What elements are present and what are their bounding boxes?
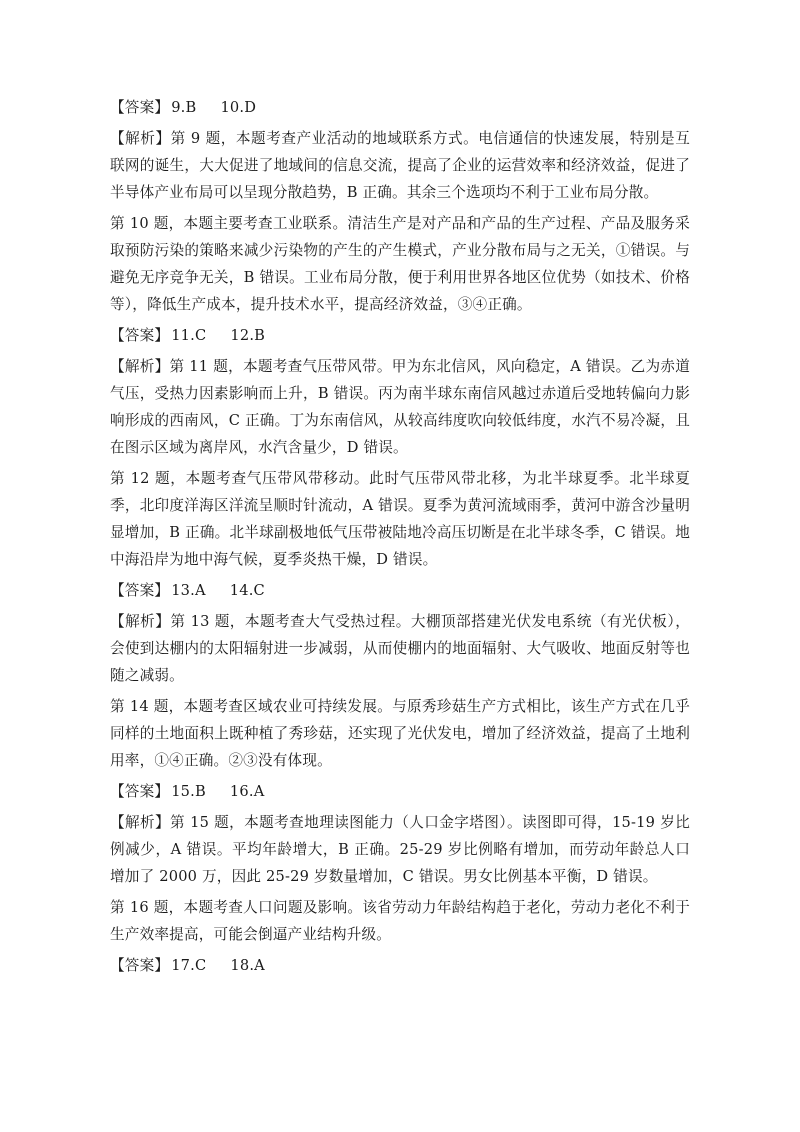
analysis-11: 【解析】第 11 题，本题考查气压带风带。甲为东北信风，风向稳定，A 错误。乙为赤道气压，受热力因素影响而上升，B 错误。丙为南半球东南信风越过赤道后受地转偏向力影响形成的西南风，C 正确。丁为东南信风，从较高纬度吹向较低纬度，水汽不易冷凝，且在图示区域为离岸风，水汽含量少，D 错误。 [110, 358, 690, 456]
answer-12: 12.B [230, 327, 266, 344]
answer-16: 16.A [229, 783, 265, 800]
answer-11: 11.C [171, 327, 207, 344]
answer-9: 9.B [171, 99, 197, 116]
answer-10: 10.D [220, 99, 257, 116]
answer-label: 【答案】 [110, 957, 170, 974]
answer-label: 【答案】 [110, 99, 170, 116]
answer-key-content [110, 94, 690, 979]
analysis-14: 第 14 题，本题考查区域农业可持续发展。与原秀珍菇生产方式相比，该生产方式在几乎同样的土地面积上既种植了秀珍菇，还实现了光伏发电，增加了经济效益，提高了土地利用率，①④正确。②③没有体现。 [110, 698, 690, 769]
analysis-10: 第 10 题，本题主要考查工业联系。清洁生产是对产品和产品的生产过程、产品及服务采取预防污染的策略来减少污染物的产生的产生模式，产业分散布局与之无关，①错误。与避免无序竞争无关，B 错误。工业布局分散，便于利用世界各地区位优势（如技术、价格等），降低生产成本，提升技术水平，提高经济效益，③④正确。 [110, 215, 690, 313]
answer-17: 17.C [171, 957, 207, 974]
answer-14: 14.C [229, 582, 265, 599]
analysis-9: 【解析】第 9 题，本题考查产业活动的地域联系方式。电信通信的快速发展，特别是互联网的诞生，大大促进了地域间的信息交流，提高了企业的运营效率和经济效益，促进了半导体产业布局可以呈现分散趋势，B 正确。其余三个选项均不利于工业布局分散。 [110, 130, 690, 201]
answer-18: 18.A [230, 957, 265, 974]
answer-line-17-18 [110, 952, 690, 979]
answer-line-13-14 [110, 577, 690, 604]
analysis-15: 【解析】第 15 题，本题考查地理读图能力（人口金字塔图）。读图即可得，15-19 岁比例减少，A 错误。平均年龄增大，B 正确。25-29 岁比例略有增加，而劳动年龄总人口增加了 2000 万，因此 25-29 岁数量增加，C 错误。男女比例基本平衡，D 错误。 [110, 814, 690, 885]
answer-label: 【答案】 [110, 582, 170, 599]
answer-label: 【答案】 [110, 783, 170, 800]
answer-line-15-16 [110, 778, 690, 805]
answer-13: 13.A [171, 582, 206, 599]
analysis-13: 【解析】第 13 题，本题考查大气受热过程。大棚顶部搭建光伏发电系统（有光伏板），会使到达棚内的太阳辐射进一步减弱，从而使棚内的地面辐射、大气吸收、地面反射等也随之减弱。 [110, 613, 690, 684]
analysis-16: 第 16 题，本题考查人口问题及影响。该省劳动力年龄结构趋于老化，劳动力老化不利于生产效率提高，可能会倒逼产业结构升级。 [110, 899, 690, 943]
answer-15: 15.B [171, 783, 206, 800]
analysis-12: 第 12 题，本题考查气压带风带移动。此时气压带风带北移，为北半球夏季。北半球夏季，北印度洋海区洋流呈顺时针流动，A 错误。夏季为黄河流域雨季，黄河中游含沙量明显增加，B 正确。北半球副极地低气压带被陆地冷高压切断是在北半球冬季，C 错误。地中海沿岸为地中海气候，夏季炎热干燥，D 错误。 [110, 470, 690, 568]
answer-line-9-10 [110, 94, 690, 121]
answer-line-11-12 [110, 322, 690, 349]
answer-label: 【答案】 [110, 327, 170, 344]
